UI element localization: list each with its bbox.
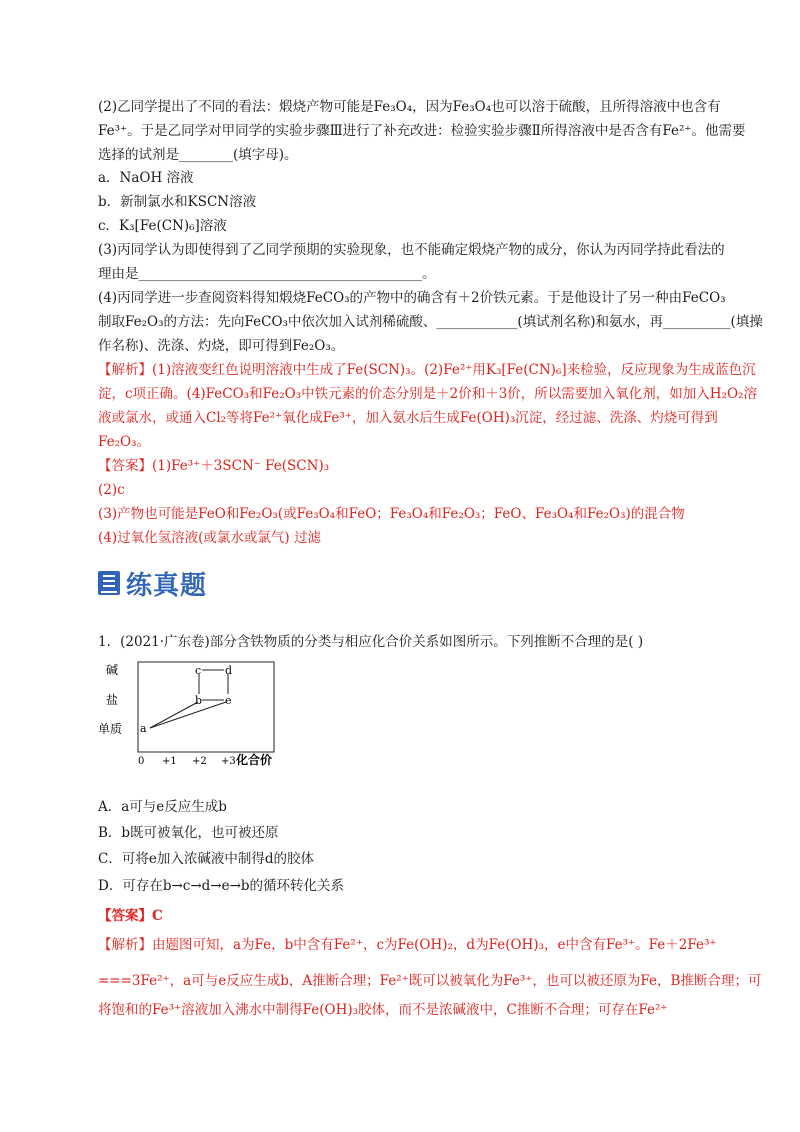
choice-b: B．b既可被氧化，也可被还原 bbox=[98, 825, 279, 841]
analysis-text: 【解析】(1)溶液变红色说明溶液中生成了Fe(SCN)₃。(2)Fe²⁺用K₃[Fe(CN)₆]来检验，反应现象为生成蓝色沉 bbox=[98, 362, 756, 378]
analysis-text: 液或氯水，或通入Cl₂等将Fe²⁺氧化成Fe³⁺，加入氨水后生成Fe(OH)₃沉淀，经过滤、洗涤、灼烧可得到 bbox=[98, 410, 718, 426]
point-a: a bbox=[140, 722, 147, 735]
option-a: a．NaOH 溶液 bbox=[98, 170, 194, 186]
choice-a: A．a可与e反应生成b bbox=[98, 799, 227, 815]
choice-c: C．可将e加入浓碱液中制得d的胶体 bbox=[98, 851, 314, 867]
x-tick-1: +1 bbox=[162, 756, 177, 767]
section-heading bbox=[98, 566, 207, 600]
question-2-text: Fe³⁺。于是乙同学对甲同学的实验步骤Ⅲ进行了补充改进：检验实验步骤Ⅱ所得溶液中是否含有Fe²⁺。他需要 bbox=[98, 123, 746, 139]
choice-d: D．可存在b→c→d→e→b的循环转化关系 bbox=[98, 878, 345, 894]
question-2-text: (2)乙同学提出了不同的看法：煅烧产物可能是Fe₃O₄，因为Fe₃O₄也可以溶于硫酸，且所得溶液中也含有 bbox=[98, 99, 721, 115]
x-tick-3: +3 bbox=[221, 756, 236, 767]
point-d: d bbox=[225, 664, 233, 677]
answer-text: (2)c bbox=[98, 482, 125, 498]
iron-valence-diagram bbox=[98, 656, 288, 768]
option-c: c．K₃[Fe(CN)₆]溶液 bbox=[98, 218, 227, 234]
answer-text: 【答案】(1)Fe³⁺＋3SCN⁻ Fe(SCN)₃ bbox=[98, 458, 330, 474]
question-3-text: 理由是__________________________________________。 bbox=[98, 266, 436, 282]
analysis-text: 将饱和的Fe³⁺溶液加入沸水中制得Fe(OH)₃胶体，而不是浓碱液中，C推断不合理；可存在Fe²⁺ bbox=[98, 1002, 668, 1018]
x-axis-title: 化合价 bbox=[236, 753, 273, 767]
question-4-text: (4)丙同学进一步查阅资料得知煅烧FeCO₃的产物中的确含有＋2价铁元素。于是他设计了另一种由FeCO₃ bbox=[98, 290, 726, 306]
point-b: b bbox=[195, 694, 203, 707]
question-4-text: 制取Fe₂O₃的方法：先向FeCO₃中依次加入试剂稀硫酸、____________(填试剂名称)和氨水，再__________(填操 bbox=[98, 314, 763, 330]
x-tick-2: +2 bbox=[192, 756, 207, 767]
option-b: b．新制氯水和KSCN溶液 bbox=[98, 194, 257, 210]
analysis-text: ===3Fe²⁺，a可与e反应生成b，A推断合理；Fe²⁺既可以被氧化为Fe³⁺，也可以被还原为Fe，B推断合理；可 bbox=[98, 973, 762, 989]
line-a-e bbox=[150, 702, 226, 728]
section-title: 练真题 bbox=[126, 570, 208, 601]
answer-text: (4)过氧化氢溶液(或氯水或氯气) 过滤 bbox=[98, 530, 321, 546]
point-e: e bbox=[225, 694, 232, 707]
y-label-element: 单质 bbox=[98, 722, 123, 736]
question-4-text: 作名称)、洗涤、灼烧，即可得到Fe₂O₃。 bbox=[98, 338, 345, 354]
y-label-base: 碱 bbox=[106, 663, 119, 677]
question-2-text: 选择的试剂是________(填字母)。 bbox=[98, 147, 298, 163]
analysis-text: 【解析】由题图可知，a为Fe，b中含有Fe²⁺，c为Fe(OH)₂，d为Fe(OH)₃，e中含有Fe³⁺。Fe＋2Fe³⁺ bbox=[98, 937, 717, 953]
book-icon bbox=[98, 571, 120, 595]
line-a-b bbox=[150, 702, 198, 728]
answer-text: (3)产物也可能是FeO和Fe₂O₃(或Fe₃O₄和FeO；Fe₃O₄和Fe₂O₃；FeO、Fe₃O₄和Fe₂O₃)的混合物 bbox=[98, 506, 685, 522]
question-stem: 1．(2021·广东卷)部分含铁物质的分类与相应化合价关系如图所示。下列推断不合理的是( ) bbox=[98, 634, 644, 650]
answer-label: 【答案】C bbox=[98, 908, 163, 924]
analysis-text: Fe₂O₃。 bbox=[98, 434, 151, 450]
y-label-salt: 盐 bbox=[106, 693, 119, 707]
diagram-frame bbox=[138, 662, 274, 752]
analysis-text: 淀，c项正确。(4)FeCO₃和Fe₂O₃中铁元素的价态分别是＋2价和＋3价，所以需要加入氧化剂，如加入H₂O₂溶 bbox=[98, 386, 757, 402]
x-tick-0: 0 bbox=[138, 756, 145, 767]
question-3-text: (3)丙同学认为即使得到了乙同学预期的实验现象，也不能确定煅烧产物的成分，你认为丙同学持此看法的 bbox=[98, 242, 725, 258]
point-c: c bbox=[195, 664, 202, 677]
